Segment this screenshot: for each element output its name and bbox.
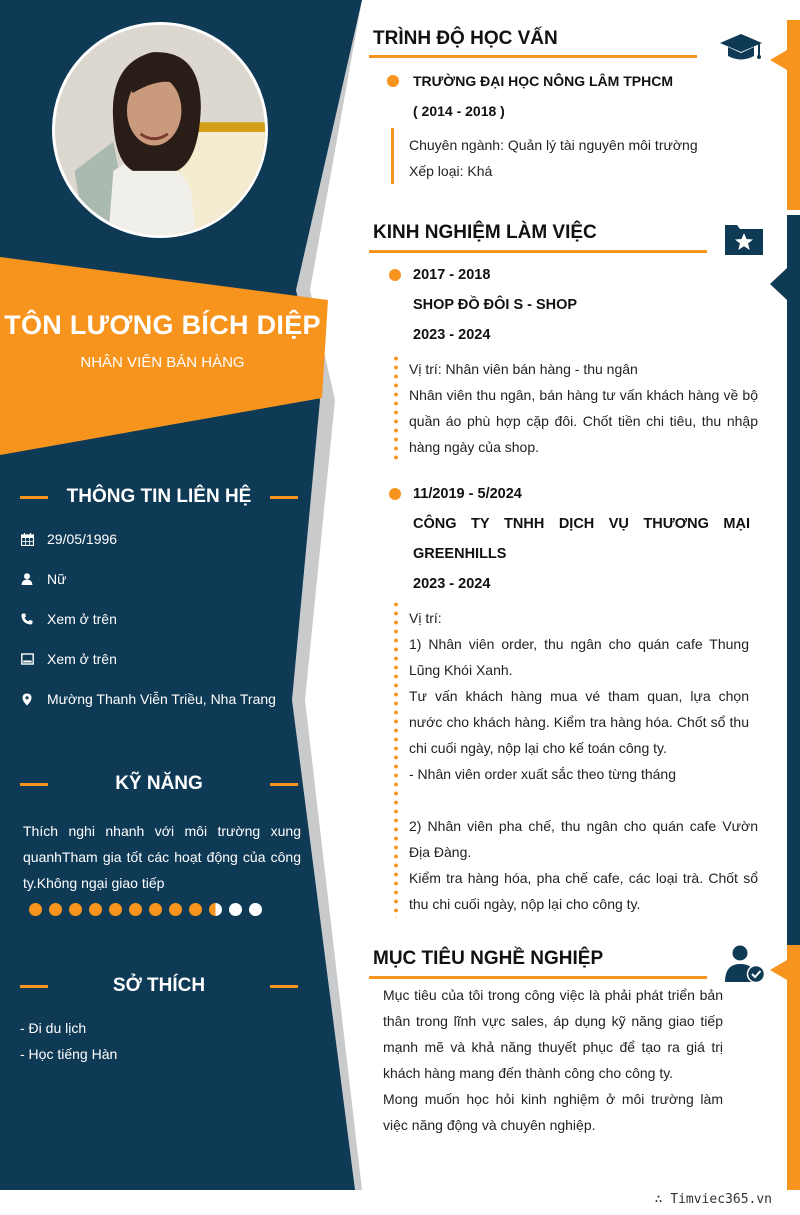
job-period-2: 2023 - 2024: [413, 576, 491, 592]
section-underline: [369, 250, 707, 253]
education-grade: Xếp loại: Khá: [409, 163, 493, 179]
hobbies-heading-text: SỞ THÍCH: [112, 975, 206, 996]
job-period-2: 2023 - 2024: [413, 327, 491, 343]
skill-rating: [29, 903, 262, 916]
contact-birthday: [20, 531, 117, 547]
objective-paragraph: Mong muốn học hỏi kinh nghiệm ở môi trường làm việc năng động và chuyên nghiệp.: [383, 1091, 723, 1133]
job-achievement: - Nhân viên order xuất sắc theo từng tháng: [409, 766, 676, 782]
contact-heading-text: THÔNG TIN LIÊN HỆ: [66, 486, 252, 507]
location-icon: [20, 692, 34, 706]
email-icon: [20, 652, 34, 666]
contact-value: Xem ở trên: [47, 651, 117, 667]
contact-value: Mường Thanh Viễn Triều, Nha Trang: [47, 691, 276, 707]
skill-dot: [29, 903, 42, 916]
skill-dot: [209, 903, 222, 916]
heading-bar: [20, 985, 48, 988]
contact-heading: [18, 482, 300, 512]
dots-icon: ∴: [654, 1192, 671, 1207]
avatar: [52, 22, 268, 238]
skill-dot: [89, 903, 102, 916]
contact-email: [20, 651, 117, 667]
company-word: THƯƠNG: [643, 516, 709, 532]
company-word: CÔNG: [413, 516, 457, 532]
skill-dot: [109, 903, 122, 916]
company-word: DỊCH: [558, 516, 595, 532]
job-company: SHOP ĐỒ ĐÔI S - SHOP: [413, 297, 578, 313]
timeline-bullet: [387, 75, 399, 87]
skills-heading: [18, 769, 300, 799]
skills-heading-text: KỸ NĂNG: [115, 773, 203, 794]
hobbies-heading: [18, 971, 300, 1001]
contact-phone: [20, 611, 117, 627]
company-word: MẠI: [723, 516, 750, 532]
company-word: TY: [471, 516, 490, 532]
company-word: TNHH: [504, 516, 545, 532]
heading-bar: [20, 783, 48, 786]
education-line: [391, 128, 394, 184]
school-period: ( 2014 - 2018 ): [413, 103, 505, 119]
job-description: 1) Nhân viên order, thu ngân cho quán cafe Thung Lũng Khói Xanh.: [409, 636, 749, 678]
skill-dot: [129, 903, 142, 916]
contact-address: [20, 691, 276, 707]
skill-dot: [49, 903, 62, 916]
skill-dot: [229, 903, 242, 916]
person-icon: [20, 572, 34, 586]
user-check-icon: [723, 944, 769, 984]
right-edge-accent: [768, 20, 800, 1190]
skill-dot: [149, 903, 162, 916]
heading-bar: [270, 985, 298, 988]
timeline-bullet: [389, 269, 401, 281]
graduation-cap-icon: [718, 30, 764, 70]
contact-value: 29/05/1996: [47, 531, 118, 547]
contact-value: Nữ: [47, 571, 67, 587]
contact-value: Xem ở trên: [47, 611, 117, 627]
heading-bar: [270, 783, 298, 786]
objective-paragraph: Mục tiêu của tôi trong công việc là phải phát triển bản thân trong lĩnh vực sales, áp dụng kỹ năng giao tiếp mạnh mẽ và khả năng thuyết phục để tạo ra giá trị khách hàng mang đến thành công cho công ty.: [383, 987, 723, 1081]
school-name: TRƯỜNG ĐẠI HỌC NÔNG LÂM TPHCM: [413, 73, 673, 89]
candidate-name: TÔN LƯƠNG BÍCH DIỆP: [4, 310, 321, 340]
avatar-portrait: [55, 25, 265, 235]
skill-dot: [249, 903, 262, 916]
job-period: 11/2019 - 5/2024: [413, 486, 522, 502]
timeline-bullet: [389, 488, 401, 500]
education-heading: TRÌNH ĐỘ HỌC VẤN: [373, 28, 558, 49]
company-word: VỤ: [608, 516, 629, 532]
heading-bar: [270, 496, 298, 499]
skill-dot: [169, 903, 182, 916]
heading-bar: [20, 496, 48, 499]
hobby-item: - Học tiếng Hàn: [20, 1046, 118, 1062]
education-major: Chuyên ngành: Quản lý tài nguyên môi trường: [409, 137, 698, 153]
job-role: Vị trí:: [409, 610, 442, 626]
job-company-line2: GREENHILLS: [413, 546, 507, 562]
job-description: Nhân viên thu ngân, bán hàng tư vấn khách hàng về bộ quần áo phù hợp cặp đôi. Chốt tiền chi tiêu, thu nhập hàng ngày của shop.: [409, 387, 758, 455]
job-company: [413, 516, 750, 532]
job-period: 2017 - 2018: [413, 267, 491, 283]
candidate-title: NHÂN VIÊN BÁN HÀNG: [80, 354, 245, 371]
section-underline: [369, 976, 707, 979]
hobby-item: - Đi du lịch: [20, 1020, 87, 1036]
experience-heading: KINH NGHIỆM LÀM VIỆC: [373, 222, 597, 243]
job-description: Tư vấn khách hàng mua vé tham quan, lựa chọn nước cho khách hàng. Kiểm tra hàng hóa. Chốt sổ thu chi cuối ngày, nộp lại cho kế toán công ty.: [409, 688, 749, 756]
skill-dot: [189, 903, 202, 916]
phone-icon: [20, 612, 34, 626]
footer-brand: [655, 1192, 772, 1207]
job-description: Kiểm tra hàng hóa, pha chế cafe, các loại trà. Chốt sổ thu chi cuối ngày, nộp lại cho công ty.: [409, 870, 758, 912]
timeline-dotted-line: [394, 354, 398, 460]
contact-gender: [20, 571, 66, 587]
job-description: 2) Nhân viên pha chế, thu ngân cho quán cafe Vườn Địa Đàng.: [409, 818, 758, 860]
skill-dot: [69, 903, 82, 916]
objective-heading: MỤC TIÊU NGHỀ NGHIỆP: [373, 948, 604, 969]
briefcase-star-icon: [723, 221, 769, 261]
brand-text: Timviec365.vn: [670, 1192, 772, 1207]
job-role: Vị trí: Nhân viên bán hàng - thu ngân: [409, 361, 638, 377]
timeline-dotted-line: [394, 600, 398, 918]
calendar-icon: [20, 532, 34, 546]
section-underline: [369, 55, 697, 58]
skills-description: Thích nghi nhanh với môi trường xung quanhTham gia tốt các hoạt động của công ty.Không ngại giao tiếp: [23, 823, 301, 891]
